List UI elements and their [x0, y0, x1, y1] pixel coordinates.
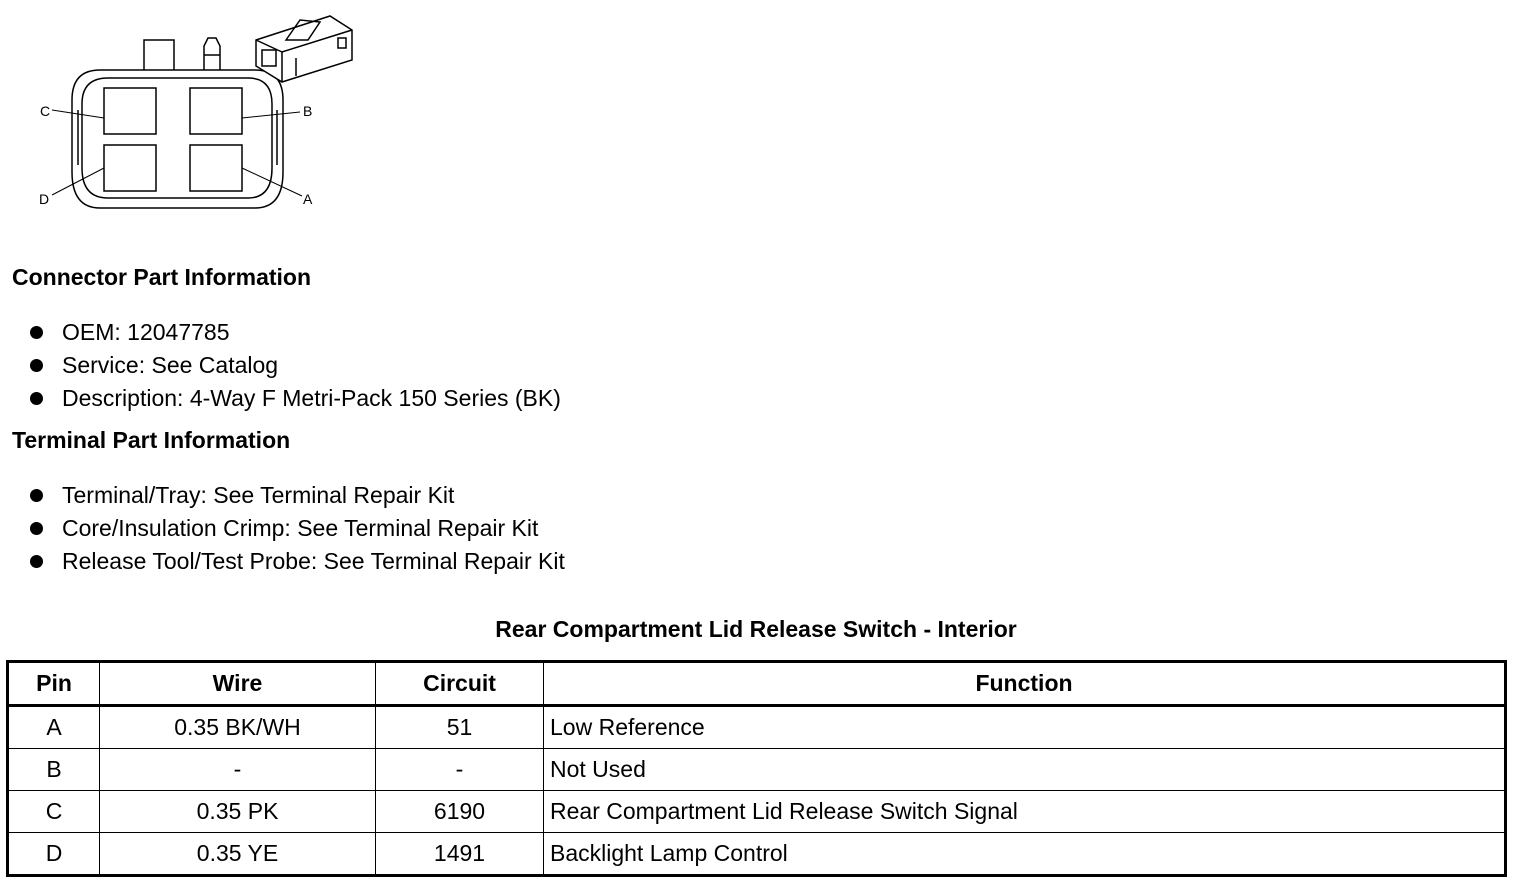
- list-item-text: Release Tool/Test Probe: See Terminal Repair Kit: [62, 548, 565, 574]
- column-header-wire: Wire: [100, 662, 376, 706]
- connector-part-info-list: [28, 316, 561, 415]
- pin-label-a: A: [303, 191, 313, 207]
- list-item: [28, 349, 561, 382]
- cell-wire: 0.35 YE: [100, 833, 376, 876]
- connector-part-info-heading: Connector Part Information: [12, 264, 312, 290]
- cell-pin: D: [8, 833, 100, 876]
- cell-pin: C: [8, 791, 100, 833]
- bullet-icon: [30, 326, 43, 339]
- terminal-part-info-list: [28, 479, 565, 578]
- connector-isometric-icon: [256, 16, 352, 82]
- cell-function: Low Reference: [544, 706, 1506, 749]
- bullet-icon: [30, 555, 43, 568]
- cell-pin: B: [8, 749, 100, 791]
- list-item-text: OEM: 12047785: [62, 319, 230, 345]
- list-item: [28, 479, 565, 512]
- list-item: [28, 382, 561, 415]
- table-row: [8, 749, 1506, 791]
- list-item-text: Core/Insulation Crimp: See Terminal Repair Kit: [62, 515, 539, 541]
- cell-wire: 0.35 PK: [100, 791, 376, 833]
- cell-circuit: 6190: [376, 791, 544, 833]
- pin-label-b: B: [303, 103, 313, 119]
- list-item: [28, 316, 561, 349]
- cell-function: Rear Compartment Lid Release Switch Signal: [544, 791, 1506, 833]
- table-row: [8, 791, 1506, 833]
- list-item: [28, 512, 565, 545]
- connector-latch: [144, 40, 174, 72]
- table-row: [8, 706, 1506, 749]
- pin-table: [6, 660, 1507, 877]
- pin-table-title: Rear Compartment Lid Release Switch - Interior: [495, 616, 1017, 642]
- table-row: [8, 833, 1506, 876]
- pin-label-d: D: [39, 191, 50, 207]
- connector-diagram: [0, 0, 380, 225]
- list-item: [28, 545, 565, 578]
- cell-wire: -: [100, 749, 376, 791]
- column-header-pin: Pin: [8, 662, 100, 706]
- list-item-text: Service: See Catalog: [62, 352, 279, 378]
- cell-circuit: 1491: [376, 833, 544, 876]
- cell-function: Backlight Lamp Control: [544, 833, 1506, 876]
- terminal-part-info-heading: Terminal Part Information: [12, 427, 291, 453]
- cell-wire: 0.35 BK/WH: [100, 706, 376, 749]
- list-item-text: Terminal/Tray: See Terminal Repair Kit: [62, 482, 455, 508]
- column-header-circuit: Circuit: [376, 662, 544, 706]
- cell-pin: A: [8, 706, 100, 749]
- bullet-icon: [30, 522, 43, 535]
- bullet-icon: [30, 489, 43, 502]
- cell-circuit: -: [376, 749, 544, 791]
- bullet-icon: [30, 359, 43, 372]
- cell-circuit: 51: [376, 706, 544, 749]
- bullet-icon: [30, 392, 43, 405]
- pin-label-c: C: [40, 103, 51, 119]
- table-header-row: [8, 662, 1506, 706]
- cell-function: Not Used: [544, 749, 1506, 791]
- list-item-text: Description: 4-Way F Metri-Pack 150 Series (BK): [62, 385, 561, 411]
- column-header-function: Function: [544, 662, 1506, 706]
